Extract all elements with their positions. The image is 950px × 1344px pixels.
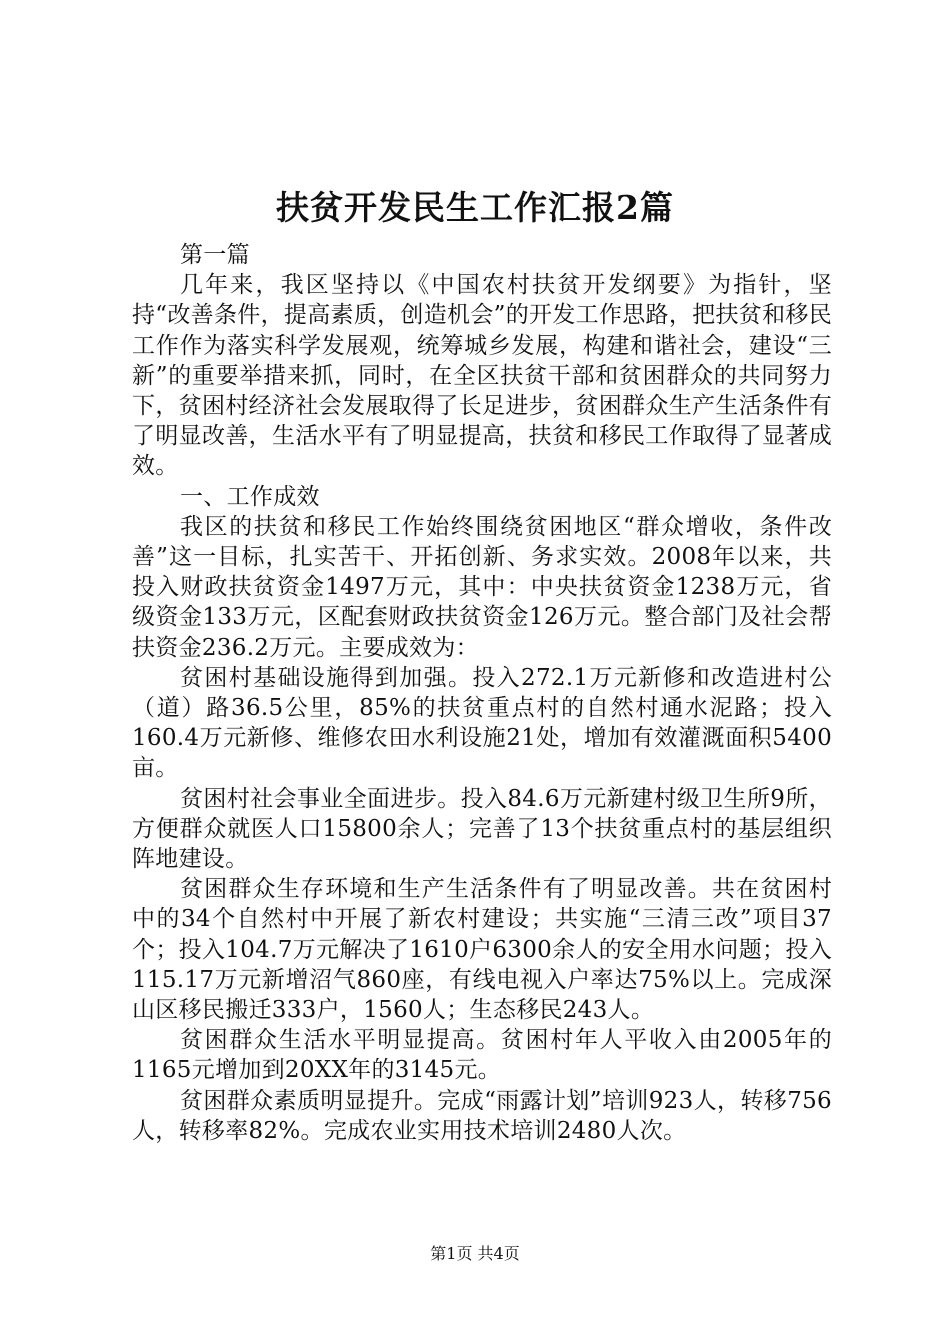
- paragraph-intro: 几年来，我区坚持以《中国农村扶贫开发纲要》为指针，坚持“改善条件，提高素质，创造机会”的开发工作思路，把扶贫和移民工作作为落实科学发展观，统筹城乡发展，构建和谐社会，建设“三新”的重要举措来抓，同时，在全区扶贫干部和贫困群众的共同努力下，贫困村经济社会发展取得了长足进步，贫困群众生产生活条件有了明显改善，生活水平有了明显提高，扶贫和移民工作取得了显著成效。: [132, 272, 832, 480]
- paragraph-training: 贫困群众素质明显提升。完成“雨露计划”培训923人，转移756人，转移率82%。完成农业实用技术培训2480人次。: [132, 1087, 832, 1144]
- paragraph-income: 贫困群众生活水平明显提高。贫困村年人平收入由2005年的1165元增加到20XX年的3145元。: [132, 1027, 832, 1084]
- section-heading-part-one: 第一篇: [180, 242, 250, 268]
- document-title: 扶贫开发民生工作汇报2篇: [276, 188, 674, 227]
- document-body: [132, 240, 832, 1146]
- page-number-footer: 第1页 共4页: [430, 1244, 520, 1263]
- paragraph-social-progress: 贫困村社会事业全面进步。投入84.6万元新建村级卫生所9所，方便群众就医人口15800余人；完善了13个扶贫重点村的基层组织阵地建设。: [132, 785, 832, 873]
- paragraph-living-conditions: 贫困群众生存环境和生产生活条件有了明显改善。共在贫困村中的34个自然村中开展了新农村建设；共实施“三清三改”项目37个；投入104.7万元解决了1610户6300余人的安全用水问题；投入115.17万元新增沼气860座，有线电视入户率达75%以上。完成深山区移民搬迁333户，1560人；生态移民243人。: [132, 876, 832, 1024]
- section-heading-achievements: 一、工作成效: [180, 483, 320, 510]
- paragraph-infrastructure: 贫困村基础设施得到加强。投入272.1万元新修和改造进村公（道）路36.5公里，85%的扶贫重点村的自然村通水泥路；投入160.4万元新修、维修农田水利设施21处，增加有效灌溉面积5400亩。: [132, 664, 832, 782]
- paragraph-funding: 我区的扶贫和移民工作始终围绕贫困地区“群众增收，条件改善”这一目标，扎实苦干、开拓创新、务求实效。2008年以来，共投入财政扶贫资金1497万元，其中：中央扶贫资金1238万元，省级资金133万元，区配套财政扶贫资金126万元。整合部门及社会帮扶资金236.2万元。主要成效为：: [132, 513, 832, 661]
